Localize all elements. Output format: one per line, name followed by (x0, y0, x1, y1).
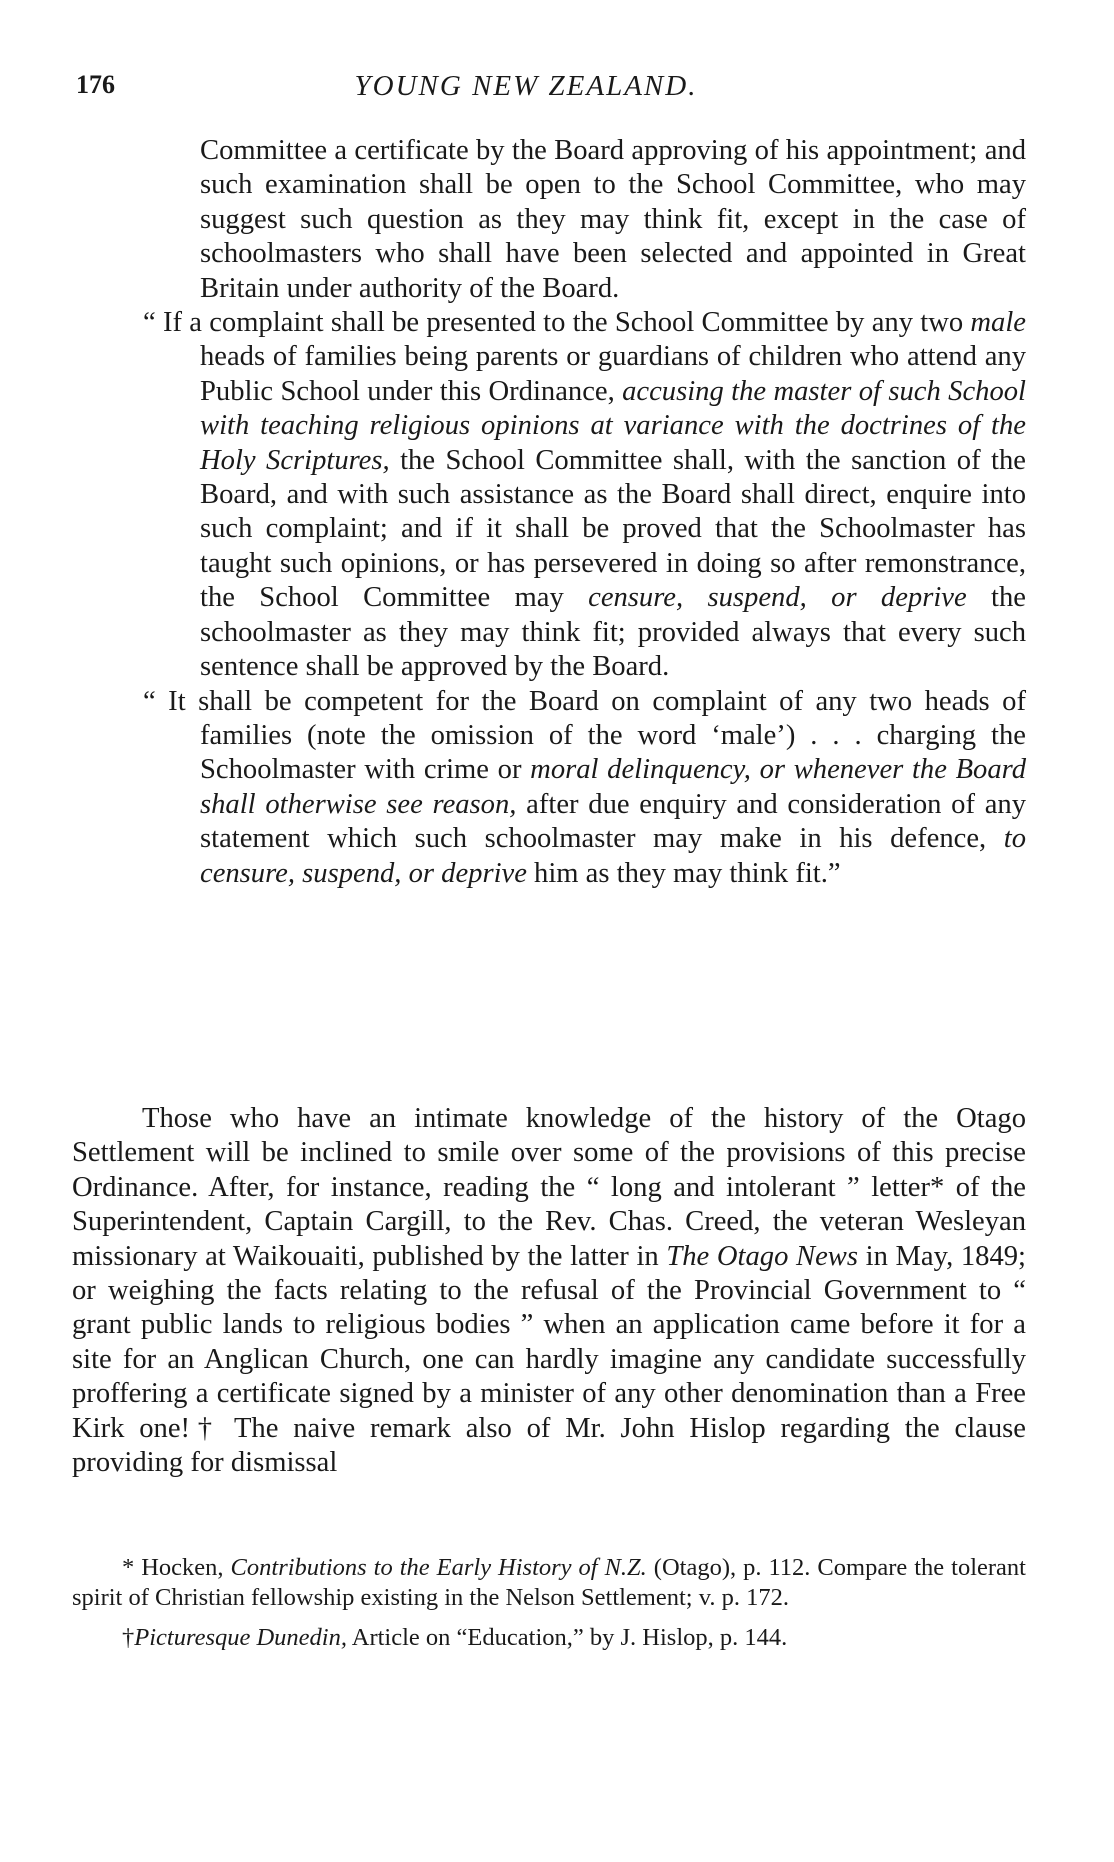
body-paragraph (72, 1102, 1026, 1480)
footnote-1: * Hocken, Contributions to the Early History of N.Z. (Otago), p. 112. Compare the tolerant spirit of Christian fellowship existing in the Nelson Settlement; v. p. 172. (72, 1554, 1026, 1611)
body-text: Those who have an intimate knowledge of the history of the Otago Settlement will be inclined to smile over some of the provisions of this precise Ordinance. After, for instance, reading the “ long and intolerant ” letter* of the Superintendent, Captain Cargill, to the Rev. Chas. Creed, the veteran Wesleyan missionary at Waikouaiti, published by the latter in The Otago News in May, 1849; or weighing the facts relating to the refusal of the Provincial Government to “ grant public lands to religious bodies ” when an application came before it for a site for an Anglican Church, one can hardly imagine any candidate successfully proffering a certificate signed by a minister of any other denomination than a Free Kirk one!† The naive remark also of Mr. John Hislop regarding the clause providing for dismissal (72, 1103, 1026, 1479)
footnotes (72, 1553, 1026, 1663)
page-number: 176 (76, 70, 115, 99)
quote-paragraph-1: Committee a certificate by the Board approving of his appointment; and such examination shall be open to the School Committee, who may suggest such question as they may think fit, except in the case of schoolmasters who shall have been selected and appointed in Great Britain under authority of the Board. (200, 135, 1026, 304)
running-title: YOUNG NEW ZEALAND. (354, 70, 698, 102)
page-header (76, 70, 1036, 110)
quote-paragraph-3: “ It shall be competent for the Board on complaint of any two heads of families (note the omission of the word ‘male’) . . . charging the Schoolmaster with crime or moral delinquency, or whenever the Board shall otherwise see reason, after due enquiry and consideration of any statement which such schoolmaster may make in his defence, to censure, suspend, or deprive him as they may think fit.” (143, 685, 1027, 889)
quote-paragraph-2: “ If a complaint shall be presented to the School Committee by any two male heads of families being parents or guardians of children who attend any Public School under this Ordinance, accusing the master of such School with teaching religious opinions at variance with the doctrines of the Holy Scriptures, the School Committee shall, with the sanction of the Board, and with such assistance as the Board shall direct, enquire into such complaint; and if it shall be proved that the Schoolmaster has taught such opinions, or has persevered in doing so after remonstrance, the School Committee may censure, suspend, or deprive the schoolmaster as they may think fit; provided always that every such sentence shall be approved by the Board. (143, 307, 1026, 683)
footnote-2: †Picturesque Dunedin, Article on “Education,” by J. Hislop, p. 144. (122, 1624, 788, 1651)
ordinance-quote (143, 134, 1027, 891)
